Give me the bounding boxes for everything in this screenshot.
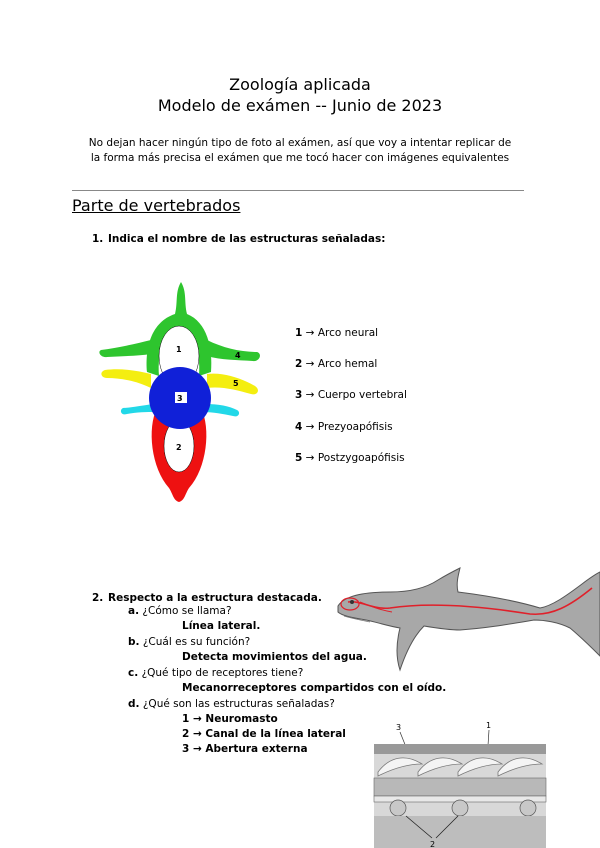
intro-line-1: No dejan hacer ningún tipo de foto al exámen, así que voy a intentar replicar de [88,137,512,149]
legend-item-5: 5 → Postzygoapófisis [295,452,405,464]
prezygapophysis-left [121,404,155,414]
vertebra-label-1: 1 [176,345,182,354]
document-title: Zoología aplicada [229,75,371,94]
q2a-answer: Línea lateral. [182,620,261,632]
legend-item-3: 3 → Cuerpo vertebral [295,389,407,401]
vertebra-label-3: 3 [177,394,183,403]
q2b-label: b. ¿Cuál es su función? [128,636,251,648]
shark-illustration [330,566,600,672]
horizontal-divider [72,190,524,191]
q2-number: 2. [92,592,104,604]
q2a-label: a. ¿Cómo se llama? [128,605,232,617]
legend-item-1: 1 → Arco neural [295,327,379,339]
neural-process-left [99,340,151,357]
intro-line-2: la forma más precisa el exámen que me tocó hacer con imágenes equivalentes [90,152,510,164]
q2d-answer-2: 2 → Canal de la línea lateral [182,728,346,740]
diagram-label-3: 3 [396,723,402,732]
vertebra-label-2: 2 [176,443,182,452]
legend-item-2: 2 → Arco hemal [295,358,378,370]
postzygapophysis-left [101,369,151,388]
vertebra-label-5: 5 [233,379,239,388]
vertebra-label-4: 4 [235,351,241,360]
q2d-answer-3: 3 → Abertura externa [182,743,308,755]
diagram-label-1: 1 [486,721,492,730]
q2d-label: d. ¿Qué son las estructuras señaladas? [128,698,335,710]
vertebra-diagram [95,278,275,506]
q2c-answer: Mecanorreceptores compartidos con el oído. [182,682,447,694]
q2b-answer: Detecta movimientos del agua. [182,651,367,663]
neural-process-right [207,340,260,361]
document-subtitle: Modelo de exámen -- Junio de 2023 [157,96,443,115]
shark-body [338,568,600,670]
q2c-label: c. ¿Qué tipo de receptores tiene? [128,667,304,679]
q2-text: Respecto a la estructura destacada. [108,592,322,604]
legend-item-4: 4 → Prezyoapófisis [295,421,393,433]
diagram-label-2: 2 [430,840,436,848]
q1-text: Indica el nombre de las estructuras señaladas: [108,233,386,245]
q1-number: 1. [92,233,104,245]
lateral-line-diagram [368,720,552,848]
section-title: Parte de vertebrados [72,196,241,215]
q2d-answer-1: 1 → Neuromasto [182,713,278,725]
